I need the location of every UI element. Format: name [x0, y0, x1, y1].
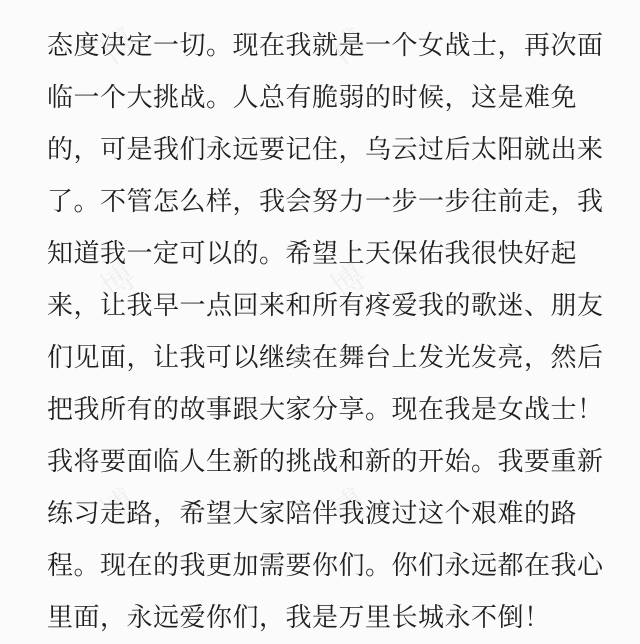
text-line: 来，让我早一点回来和所有疼爱我的歌迷、朋友 [47, 291, 604, 321]
text-line: 程。现在的我更加需要你们。你们永远都在我心 [47, 551, 604, 581]
text-line: 我将要面临人生新的挑战和新的开始。我要重新 [47, 447, 604, 477]
text-line: 把我所有的故事跟大家分享。现在我是女战士！ [47, 395, 604, 425]
text-line: 知道我一定可以的。希望上天保佑我很快好起 [47, 239, 578, 269]
text-line: 练习走路，希望大家陪伴我渡过这个艰难的路 [47, 499, 578, 529]
article-text [47, 20, 607, 644]
text-line: 态度决定一切。现在我就是一个女战士，再次面 [47, 31, 604, 61]
text-line: 临一个大挑战。人总有脆弱的时候，这是难免 [47, 83, 578, 113]
text-line: 了。不管怎么样，我会努力一步一步往前走，我 [47, 187, 604, 217]
text-line: 们见面，让我可以继续在舞台上发光发亮，然后 [47, 343, 604, 373]
text-line: 的，可是我们永远要记住，乌云过后太阳就出来 [47, 135, 604, 165]
text-line: 里面，永远爱你们，我是万里长城永不倒！ [47, 603, 551, 633]
